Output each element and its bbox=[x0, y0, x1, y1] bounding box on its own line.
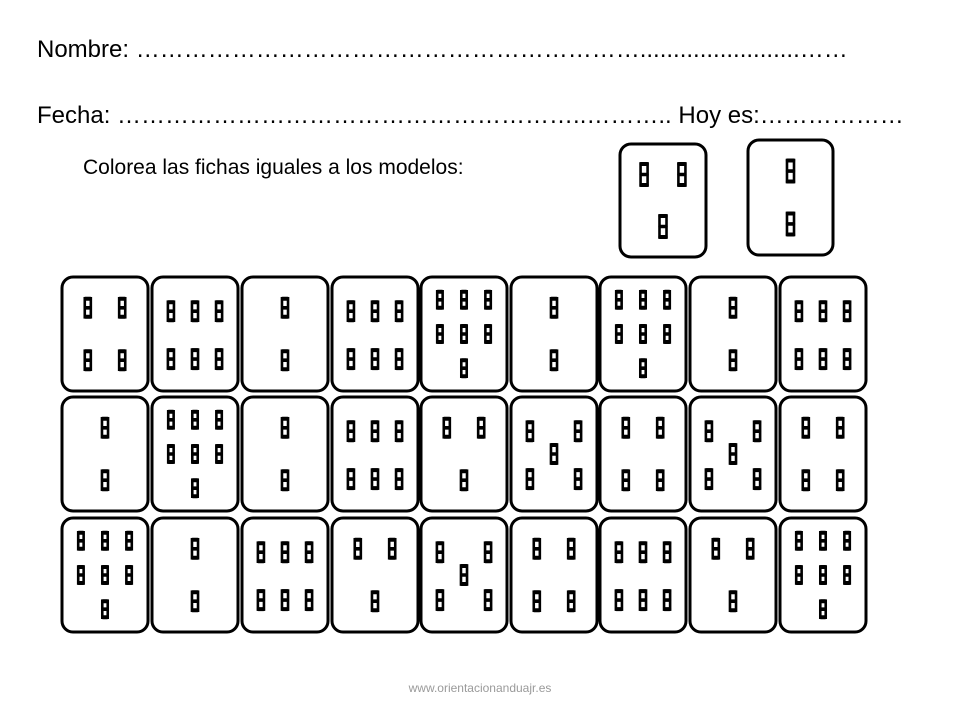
stick-figure bbox=[77, 565, 84, 585]
stick-figure bbox=[526, 468, 534, 490]
model-tile[interactable] bbox=[748, 140, 833, 255]
stick-figure bbox=[77, 531, 84, 551]
grid-tile[interactable] bbox=[62, 518, 148, 632]
stick-figure bbox=[795, 300, 803, 322]
stick-figure bbox=[436, 290, 443, 310]
stick-figure bbox=[191, 410, 198, 430]
grid-tile[interactable] bbox=[332, 397, 418, 511]
stick-figure bbox=[126, 565, 133, 585]
stick-figure bbox=[639, 541, 647, 563]
stick-figure bbox=[395, 300, 403, 322]
stick-figure bbox=[819, 599, 826, 619]
stick-figure bbox=[388, 538, 396, 560]
stick-figure bbox=[395, 348, 403, 370]
today-label: Hoy es: bbox=[678, 102, 760, 129]
stick-figure bbox=[191, 348, 199, 370]
stick-figure bbox=[257, 541, 265, 563]
stick-figure bbox=[677, 162, 686, 187]
stick-figure bbox=[795, 348, 803, 370]
stick-figure bbox=[191, 478, 198, 498]
instruction-text: Colorea las fichas iguales a los modelos: bbox=[83, 156, 464, 179]
stick-figure bbox=[281, 469, 289, 491]
grid-tile[interactable] bbox=[511, 277, 597, 391]
grid-tile[interactable] bbox=[62, 397, 148, 511]
stick-figure bbox=[281, 297, 289, 319]
stick-figure bbox=[347, 300, 355, 322]
grid-tile[interactable] bbox=[152, 518, 238, 632]
stick-figure bbox=[443, 417, 451, 439]
stick-figure bbox=[615, 541, 623, 563]
stick-figure bbox=[191, 444, 198, 464]
stick-figure bbox=[436, 589, 444, 611]
grid-tile[interactable] bbox=[690, 397, 776, 511]
stick-figure bbox=[656, 417, 664, 439]
stick-figure bbox=[395, 420, 403, 442]
stick-figure bbox=[664, 290, 671, 310]
stick-figure bbox=[305, 589, 313, 611]
stick-figure bbox=[101, 531, 108, 551]
stick-figure bbox=[167, 348, 175, 370]
stick-figure bbox=[191, 300, 199, 322]
stick-figure bbox=[484, 589, 492, 611]
stick-figure bbox=[663, 589, 671, 611]
name-label: Nombre: bbox=[37, 36, 130, 63]
stick-figure bbox=[460, 358, 467, 378]
stick-figure bbox=[281, 417, 289, 439]
stick-figure bbox=[484, 541, 492, 563]
stick-figure bbox=[819, 348, 827, 370]
grid-tile[interactable] bbox=[511, 397, 597, 511]
stick-figure bbox=[615, 589, 623, 611]
stick-figure bbox=[281, 589, 289, 611]
stick-figure bbox=[191, 538, 199, 560]
stick-figure bbox=[347, 468, 355, 490]
name-dots: ………………………………………………………........................…… bbox=[135, 36, 848, 63]
stick-figure bbox=[533, 538, 541, 560]
stick-figure bbox=[281, 541, 289, 563]
stick-figure bbox=[753, 420, 761, 442]
stick-figure bbox=[622, 469, 630, 491]
stick-figure bbox=[550, 349, 558, 371]
stick-figure bbox=[215, 300, 223, 322]
stick-figure bbox=[371, 468, 379, 490]
today-dots: ……………… bbox=[759, 102, 904, 129]
stick-figure bbox=[844, 531, 851, 551]
stick-figure bbox=[167, 444, 174, 464]
stick-figure bbox=[257, 589, 265, 611]
stick-figure bbox=[729, 297, 737, 319]
stick-figure bbox=[656, 469, 664, 491]
stick-figure bbox=[658, 214, 667, 239]
stick-figure bbox=[574, 468, 582, 490]
stick-figure bbox=[802, 469, 810, 491]
grid-tile[interactable] bbox=[690, 277, 776, 391]
stick-figure bbox=[371, 348, 379, 370]
stick-figure bbox=[639, 162, 648, 187]
stick-figure bbox=[460, 324, 467, 344]
stick-figure bbox=[118, 349, 126, 371]
stick-figure bbox=[436, 541, 444, 563]
stick-figure bbox=[395, 468, 403, 490]
stick-figure bbox=[844, 565, 851, 585]
stick-figure bbox=[216, 444, 223, 464]
stick-figure bbox=[126, 531, 133, 551]
grid-tile[interactable] bbox=[690, 518, 776, 632]
grid-tile[interactable] bbox=[600, 277, 686, 391]
stick-figure bbox=[460, 469, 468, 491]
stick-figure bbox=[615, 290, 622, 310]
stick-figure bbox=[485, 324, 492, 344]
model-tile[interactable] bbox=[620, 144, 706, 257]
stick-figure bbox=[371, 590, 379, 612]
stick-figure bbox=[526, 420, 534, 442]
stick-figure bbox=[574, 420, 582, 442]
stick-figure bbox=[795, 565, 802, 585]
stick-figure bbox=[550, 297, 558, 319]
stick-figure bbox=[819, 300, 827, 322]
stick-figure bbox=[347, 420, 355, 442]
stick-figure bbox=[215, 348, 223, 370]
stick-figure bbox=[167, 410, 174, 430]
grid-tile[interactable] bbox=[152, 397, 238, 511]
stick-figure bbox=[663, 541, 671, 563]
stick-figure bbox=[485, 290, 492, 310]
stick-figure bbox=[118, 297, 126, 319]
stick-figure bbox=[819, 565, 826, 585]
stick-figure bbox=[371, 300, 379, 322]
stick-figure bbox=[729, 443, 737, 465]
stick-figure bbox=[639, 290, 646, 310]
stick-figure bbox=[305, 541, 313, 563]
grid-tile[interactable] bbox=[421, 518, 507, 632]
stick-figure bbox=[753, 468, 761, 490]
grid-tile[interactable] bbox=[511, 518, 597, 632]
stick-figure bbox=[567, 590, 575, 612]
stick-figure bbox=[477, 417, 485, 439]
grid-tile[interactable] bbox=[242, 518, 328, 632]
stick-figure bbox=[167, 300, 175, 322]
stick-figure bbox=[191, 590, 199, 612]
grid-tile[interactable] bbox=[421, 397, 507, 511]
grid-tile[interactable] bbox=[780, 277, 866, 391]
stick-figure bbox=[712, 538, 720, 560]
footer-url: www.orientacionanduajr.es bbox=[408, 681, 552, 695]
grid-tile[interactable] bbox=[600, 518, 686, 632]
stick-figure bbox=[550, 443, 558, 465]
stick-figure bbox=[729, 349, 737, 371]
stick-figure bbox=[622, 417, 630, 439]
stick-figure bbox=[101, 469, 109, 491]
stick-figure bbox=[567, 538, 575, 560]
grid-tile[interactable] bbox=[242, 397, 328, 511]
grid-tile[interactable] bbox=[62, 277, 148, 391]
grid-tile[interactable] bbox=[332, 277, 418, 391]
stick-figure bbox=[281, 349, 289, 371]
grid-tile[interactable] bbox=[780, 397, 866, 511]
stick-figure bbox=[729, 590, 737, 612]
grid-tile[interactable] bbox=[600, 397, 686, 511]
grid-tile[interactable] bbox=[152, 277, 238, 391]
grid-tile[interactable] bbox=[332, 518, 418, 632]
stick-figure bbox=[216, 410, 223, 430]
stick-figure bbox=[639, 589, 647, 611]
stick-figure bbox=[819, 531, 826, 551]
stick-figure bbox=[836, 417, 844, 439]
date-dots: …………………………………………………..……….. bbox=[117, 102, 672, 129]
stick-figure bbox=[615, 324, 622, 344]
stick-figure bbox=[843, 348, 851, 370]
stick-figure bbox=[664, 324, 671, 344]
stick-figure bbox=[705, 420, 713, 442]
stick-figure bbox=[460, 290, 467, 310]
stick-figure bbox=[84, 349, 92, 371]
stick-figure bbox=[795, 531, 802, 551]
stick-figure bbox=[836, 469, 844, 491]
stick-figure bbox=[354, 538, 362, 560]
stick-figure bbox=[639, 324, 646, 344]
stick-figure bbox=[84, 297, 92, 319]
stick-figure bbox=[786, 211, 795, 236]
stick-figure bbox=[371, 420, 379, 442]
stick-figure bbox=[101, 565, 108, 585]
stick-figure bbox=[101, 599, 108, 619]
stick-figure bbox=[746, 538, 754, 560]
grid-tile[interactable] bbox=[421, 277, 507, 391]
stick-figure bbox=[533, 590, 541, 612]
grid-tile[interactable] bbox=[780, 518, 866, 632]
stick-figure bbox=[705, 468, 713, 490]
stick-figure bbox=[460, 564, 468, 586]
stick-figure bbox=[802, 417, 810, 439]
stick-figure bbox=[786, 159, 795, 184]
stick-figure bbox=[436, 324, 443, 344]
grid-tile[interactable] bbox=[242, 277, 328, 391]
date-label: Fecha: bbox=[37, 102, 111, 129]
stick-figure bbox=[639, 358, 646, 378]
stick-figure bbox=[347, 348, 355, 370]
stick-figure bbox=[843, 300, 851, 322]
stick-figure bbox=[101, 417, 109, 439]
